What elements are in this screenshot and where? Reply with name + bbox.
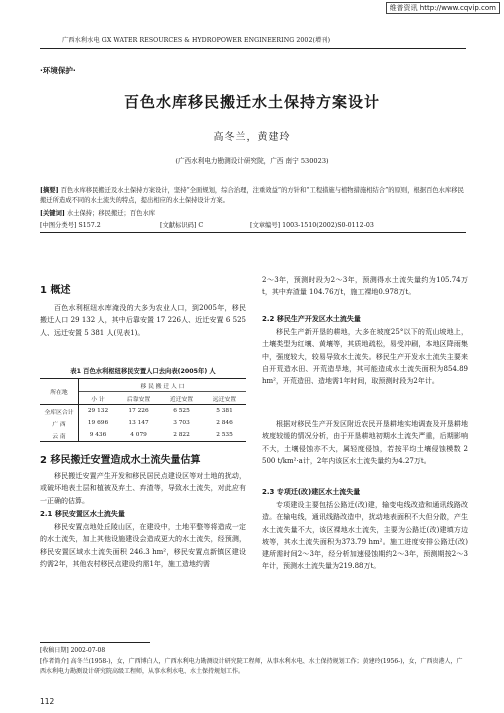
table-head-group: 移 民 搬 迁 人 口 — [79, 379, 247, 392]
page-number: 112 — [40, 697, 55, 706]
table-cell: 29 132 — [87, 408, 109, 414]
abstract-label: [摘要] — [40, 187, 59, 194]
table-subhead: 小 计 — [91, 396, 105, 403]
section-2-1-body: 移民安置点地处丘陵山区，在建设中，土地平整等将造成一定的水土流失，加上其他设施建设会造成更大的水土流失，经预测，移民安置区域水土流失面积 246.3 hm²，移民安置点新镇区建设约需2年，其他农村移民点建设约需1年，施工造地约需 — [40, 523, 246, 568]
section-2-2-body-1: 移民生产新开垦的耕地，大多在坡度25°以下的荒山坡地上，土壤类型为红壤、黄壤等，其质地疏松，易受冲刷，本地区降雨集中，强度较大，较易导致水土流失。移民生产开发水土流失主要来自开荒造水田、开荒造旱地，其可能造成水土流失面积为854.89 hm²，开荒造田、造地需1年时间，取预测时段为2年计。 — [262, 328, 468, 386]
table-row — [40, 417, 246, 429]
table-cell: 广 西 — [40, 417, 79, 429]
watermark: 维普资讯 http://www.cqvip.com — [386, 2, 500, 14]
table-head-region: 所在地 — [40, 379, 79, 405]
table-cell: 19 696 — [87, 420, 109, 426]
header-divider — [40, 48, 466, 49]
table-subhead: 远迁安置 — [212, 396, 237, 403]
section-2-3-heading: 2.3 专项迁(改)建区水土流失量 — [262, 488, 361, 496]
population-table — [40, 378, 246, 442]
table-cell: 2 822 — [173, 432, 190, 438]
abstract — [40, 186, 464, 206]
table-cell: 全库区合计 — [40, 405, 79, 418]
keywords-text: 水土保持；移民搬迁；百色水库 — [66, 210, 156, 217]
table-cell: 云 南 — [40, 429, 79, 442]
section-2-body: 移民搬迁安置产生开发和移民居民点建设区等对土地的扰动，或破坏地表土层和植被及弃土、弃渣等，导致水土流失，对此应有一正确的估算。 — [40, 472, 246, 505]
section-2-1-heading: 2.1 移民安置区水土流失量 — [40, 510, 125, 518]
footnote-divider — [40, 642, 150, 643]
section-1-heading: 1 概述 — [40, 285, 71, 296]
table-subhead: 后靠安置 — [126, 396, 151, 403]
table-cell: 4 079 — [130, 432, 147, 438]
article-number: [文章编号] 1003-1510(2002)S0-0112-03 — [250, 222, 374, 229]
journal-header: 广西水利水电 GX WATER RESOURCES & HYDROPOWER ENGINEERING 2002(增刊) — [62, 37, 331, 44]
meta-divider — [40, 232, 466, 233]
section-1-body: 百色水利枢纽水库淹没的大多为农业人口，到2005年，移民搬迁人口 29 132 人，其中后靠安置 17 226人、近迁安置 6 525 人、远迁安置 5 381 人(见表1)。 — [40, 304, 246, 337]
authors: 高冬兰，黄建玲 — [213, 132, 291, 143]
section-2-3-body: 专项建设主要包括公路迁(改)建，输变电线改造和通讯线路改造。在输电线，通讯线路改造中，扰动地表面积不大但分散，产生水土流失量不大，该区裸地水土流失，主要为公路迁(改)建填方边坡等，其水土流失面积为373.79 hm²。施工进度安排公路迁(改)建所需时间2～3年，经分析加速侵蚀期约2～3年，预测期按2～3年计，预测水土流失量为219.88万t。 — [262, 501, 468, 571]
table-cell: 2 535 — [216, 432, 233, 438]
table-cell: 2 846 — [216, 420, 233, 426]
section-2-2-body-2: 根据对移民生产开发区附近农民开垦耕地实地调查及开垦耕地坡度较缓的情况分析，由于开垦耕地初期水土流失严重，后期影响不大，土壤侵蚀亦不大，属轻度侵蚀，若按平均土壤侵蚀模数 2 500 t/km²·a计，2年内该区水土流失量约为4.27万t。 — [262, 420, 468, 465]
keywords — [40, 208, 155, 217]
table-subhead: 近迁安置 — [169, 396, 194, 403]
document-code: [文献标识码] C — [160, 222, 204, 229]
classification-line — [40, 220, 374, 229]
affiliation: (广西水利电力勘测设计研究院，广西 南宁 530023) — [175, 157, 329, 165]
clc-number: [中图分类号] S157.2 — [40, 222, 101, 229]
table-row — [40, 405, 246, 418]
table-cell: 5 381 — [216, 408, 233, 414]
table-caption: 表1 百色水利枢纽移民安置人口去向表(2005年) 人 — [70, 368, 216, 375]
table-cell: 17 226 — [128, 408, 149, 414]
table-cell: 9 436 — [89, 432, 107, 438]
keywords-label: [关键词] — [40, 210, 65, 217]
received-date: [收稿日期] 2002-07-08 — [40, 647, 106, 654]
table-cell: 3 703 — [173, 420, 190, 426]
table-cell: 13 147 — [128, 420, 149, 426]
author-bio: [作者简介] 高冬兰(1958-)，女，广西博白人，广西水利电力勘测设计研究院工程师，从事水利水电、水土保持规划工作；黄建玲(1956-)，女，广西贵港人，广西水利电力勘测设计研究院高级工程师，从事水利水电、水土保持规划工作。 — [40, 658, 463, 675]
right-col-continuation: 2～3年，预测时段为2～3年，预测得水土流失量约为105.74万t，其中弃渣量 104.76万t，施工裸地0.978万t。 — [262, 276, 468, 297]
abstract-text: 百色水库移民搬迁及水土保持方案设计，坚持“全面规划，综合治理，注重效益”的方针和“工程措施与植物措施相结合”的原则，根据百色水库移民搬迁所造成不同的水土流失的特点，提出相应的水土保持设计方案。 — [40, 187, 464, 204]
table-row — [40, 429, 246, 442]
section-2-2-heading: 2.2 移民生产开发区水土流失量 — [262, 315, 361, 323]
section-2-heading: 2 移民搬迁安置造成水土流失量估算 — [40, 455, 201, 466]
section-tag: ·环境保护· — [40, 66, 76, 75]
paper-title: 百色水库移民搬迁水土保持方案设计 — [123, 93, 380, 111]
table-cell: 6 525 — [173, 408, 190, 414]
